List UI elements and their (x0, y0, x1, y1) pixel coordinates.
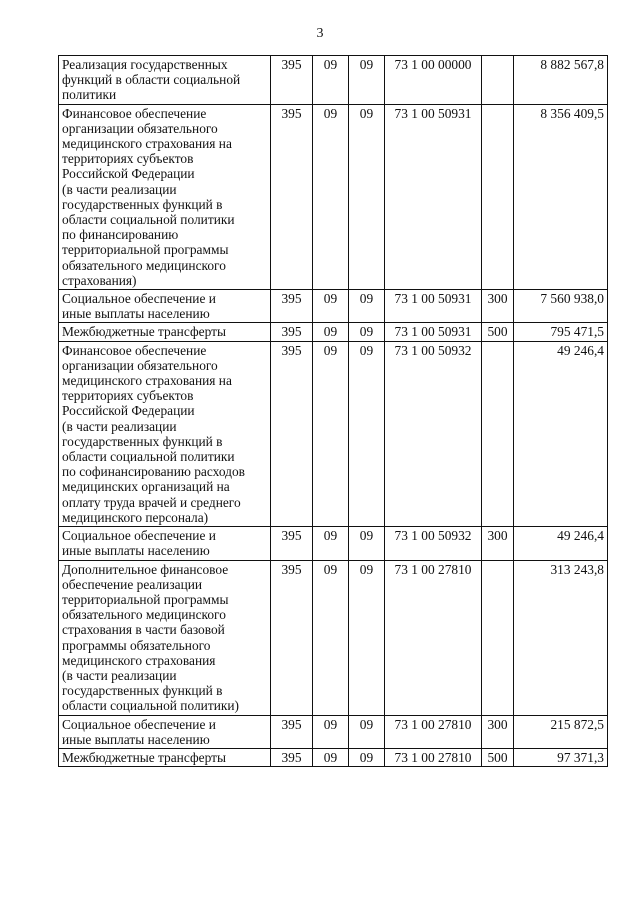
subsection-code: 09 (349, 323, 385, 341)
ministry-code: 395 (271, 290, 313, 323)
table-row (59, 104, 608, 289)
section-code: 09 (313, 527, 349, 560)
amount: 215 872,5 (514, 715, 608, 748)
ministry-code: 395 (271, 527, 313, 560)
table-row (59, 341, 608, 526)
ministry-code: 395 (271, 104, 313, 289)
target-code: 73 1 00 27810 (385, 560, 482, 715)
amount: 8 882 567,8 (514, 56, 608, 105)
table-row (59, 715, 608, 748)
row-name: Финансовое обеспечение организации обязательного медицинского страхования на территориях субъектов Российской Федерации (в части реализации государственных функций в области социальной политики по софинансированию расходов медицинских организаций на оплату труда врачей и среднего медицинского персонала) (59, 341, 271, 526)
subsection-code: 09 (349, 341, 385, 526)
target-code: 73 1 00 00000 (385, 56, 482, 105)
subsection-code: 09 (349, 56, 385, 105)
ministry-code: 395 (271, 560, 313, 715)
section-code: 09 (313, 104, 349, 289)
subsection-code: 09 (349, 748, 385, 766)
subsection-code: 09 (349, 104, 385, 289)
expense-type-code (482, 104, 514, 289)
row-name: Социальное обеспечение и иные выплаты населению (59, 290, 271, 323)
subsection-code: 09 (349, 527, 385, 560)
row-name: Межбюджетные трансферты (59, 748, 271, 766)
section-code: 09 (313, 560, 349, 715)
budget-table (58, 55, 608, 767)
expense-type-code (482, 560, 514, 715)
section-code: 09 (313, 341, 349, 526)
section-code: 09 (313, 748, 349, 766)
row-name: Финансовое обеспечение организации обязательного медицинского страхования на территориях субъектов Российской Федерации (в части реализации государственных функций в области социальной политики по финансированию территориальной программы обязательного медицинского страхования) (59, 104, 271, 289)
section-code: 09 (313, 323, 349, 341)
expense-type-code: 500 (482, 748, 514, 766)
table-row (59, 748, 608, 766)
amount: 8 356 409,5 (514, 104, 608, 289)
ministry-code: 395 (271, 341, 313, 526)
target-code: 73 1 00 27810 (385, 748, 482, 766)
row-name: Социальное обеспечение и иные выплаты населению (59, 715, 271, 748)
section-code: 09 (313, 715, 349, 748)
table-row (59, 527, 608, 560)
row-name: Реализация государственных функций в области социальной политики (59, 56, 271, 105)
subsection-code: 09 (349, 560, 385, 715)
expense-type-code (482, 341, 514, 526)
section-code: 09 (313, 290, 349, 323)
table-row (59, 560, 608, 715)
amount: 49 246,4 (514, 341, 608, 526)
table-row (59, 56, 608, 105)
ministry-code: 395 (271, 748, 313, 766)
subsection-code: 09 (349, 715, 385, 748)
subsection-code: 09 (349, 290, 385, 323)
row-name: Социальное обеспечение и иные выплаты населению (59, 527, 271, 560)
expense-type-code: 300 (482, 715, 514, 748)
target-code: 73 1 00 27810 (385, 715, 482, 748)
amount: 795 471,5 (514, 323, 608, 341)
target-code: 73 1 00 50931 (385, 323, 482, 341)
ministry-code: 395 (271, 323, 313, 341)
amount: 7 560 938,0 (514, 290, 608, 323)
ministry-code: 395 (271, 56, 313, 105)
expense-type-code: 300 (482, 290, 514, 323)
target-code: 73 1 00 50932 (385, 341, 482, 526)
table-row (59, 290, 608, 323)
expense-type-code: 300 (482, 527, 514, 560)
section-code: 09 (313, 56, 349, 105)
row-name: Межбюджетные трансферты (59, 323, 271, 341)
expense-type-code: 500 (482, 323, 514, 341)
amount: 97 371,3 (514, 748, 608, 766)
page-number: 3 (316, 26, 324, 41)
table-row (59, 323, 608, 341)
target-code: 73 1 00 50931 (385, 104, 482, 289)
ministry-code: 395 (271, 715, 313, 748)
row-name: Дополнительное финансовое обеспечение реализации территориальной программы обязательного медицинского страхования в части базовой программы обязательного медицинского страхования (в части реализации государственных функций в области социальной политики) (59, 560, 271, 715)
target-code: 73 1 00 50932 (385, 527, 482, 560)
target-code: 73 1 00 50931 (385, 290, 482, 323)
amount: 313 243,8 (514, 560, 608, 715)
expense-type-code (482, 56, 514, 105)
amount: 49 246,4 (514, 527, 608, 560)
